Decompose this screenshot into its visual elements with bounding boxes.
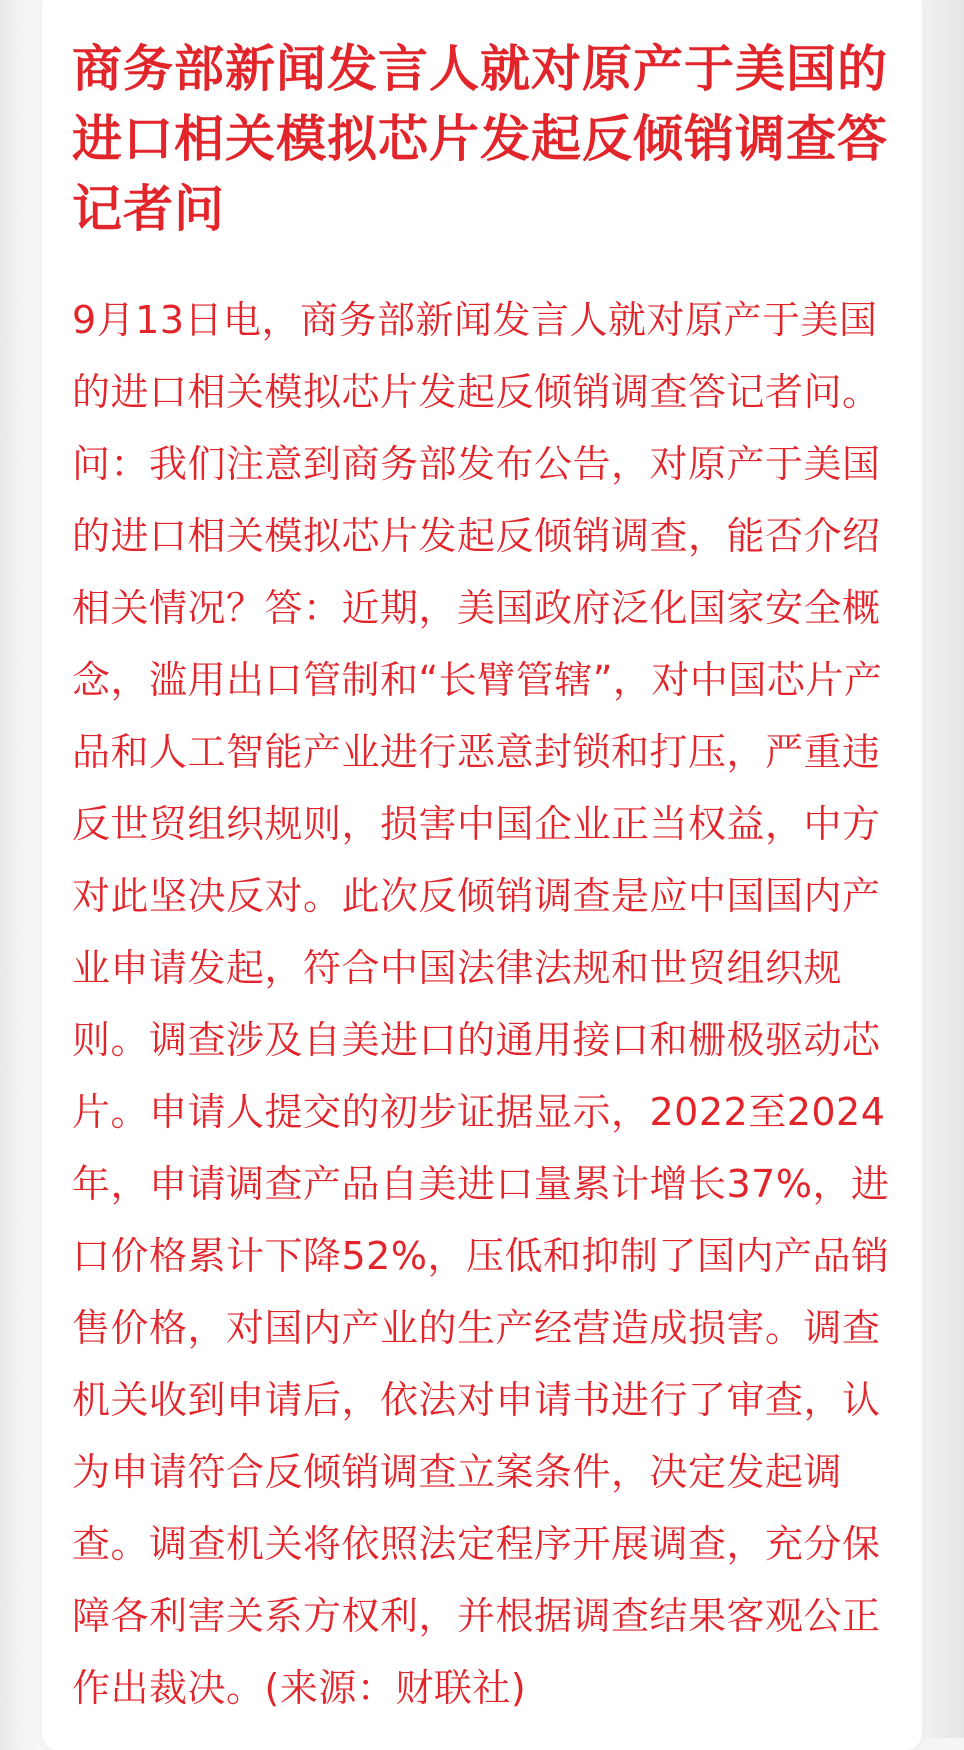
article-title: 商务部新闻发言人就对原产于美国的进口相关模拟芯片发起反倾销调查答记者问: [72, 40, 888, 238]
background-edge: [924, 0, 964, 1738]
article-body: 9月13日电，商务部新闻发言人就对原产于美国的进口相关模拟芯片发起反倾销调查答记者问。问：我们注意到商务部发布公告，对原产于美国的进口相关模拟芯片发起反倾销调查，能否介绍相关情况？答：近期，美国政府泛化国家安全概念，滥用出口管制和“长臂管辖”，对中国芯片产品和人工智能产业进行恶意封锁和打压，严重违反世贸组织规则，损害中国企业正当权益，中方对此坚决反对。此次反倾销调查是应中国国内产业申请发起，符合中国法律法规和世贸组织规则。调查涉及自美进口的通用接口和栅极驱动芯片。申请人提交的初步证据显示，2022至2024年，申请调查产品自美进口量累计增长37%，进口价格累计下降52%，压低和抑制了国内产品销售价格，对国内产业的生产经营造成损害。调查机关收到申请后，依法对申请书进行了审查，认为申请符合反倾销调查立案条件，决定发起调查。调查机关将依照法定程序开展调查，充分保障各利害关系方权利，并根据调查结果客观公正作出裁决。(来源：财联社): [72, 298, 890, 1710]
